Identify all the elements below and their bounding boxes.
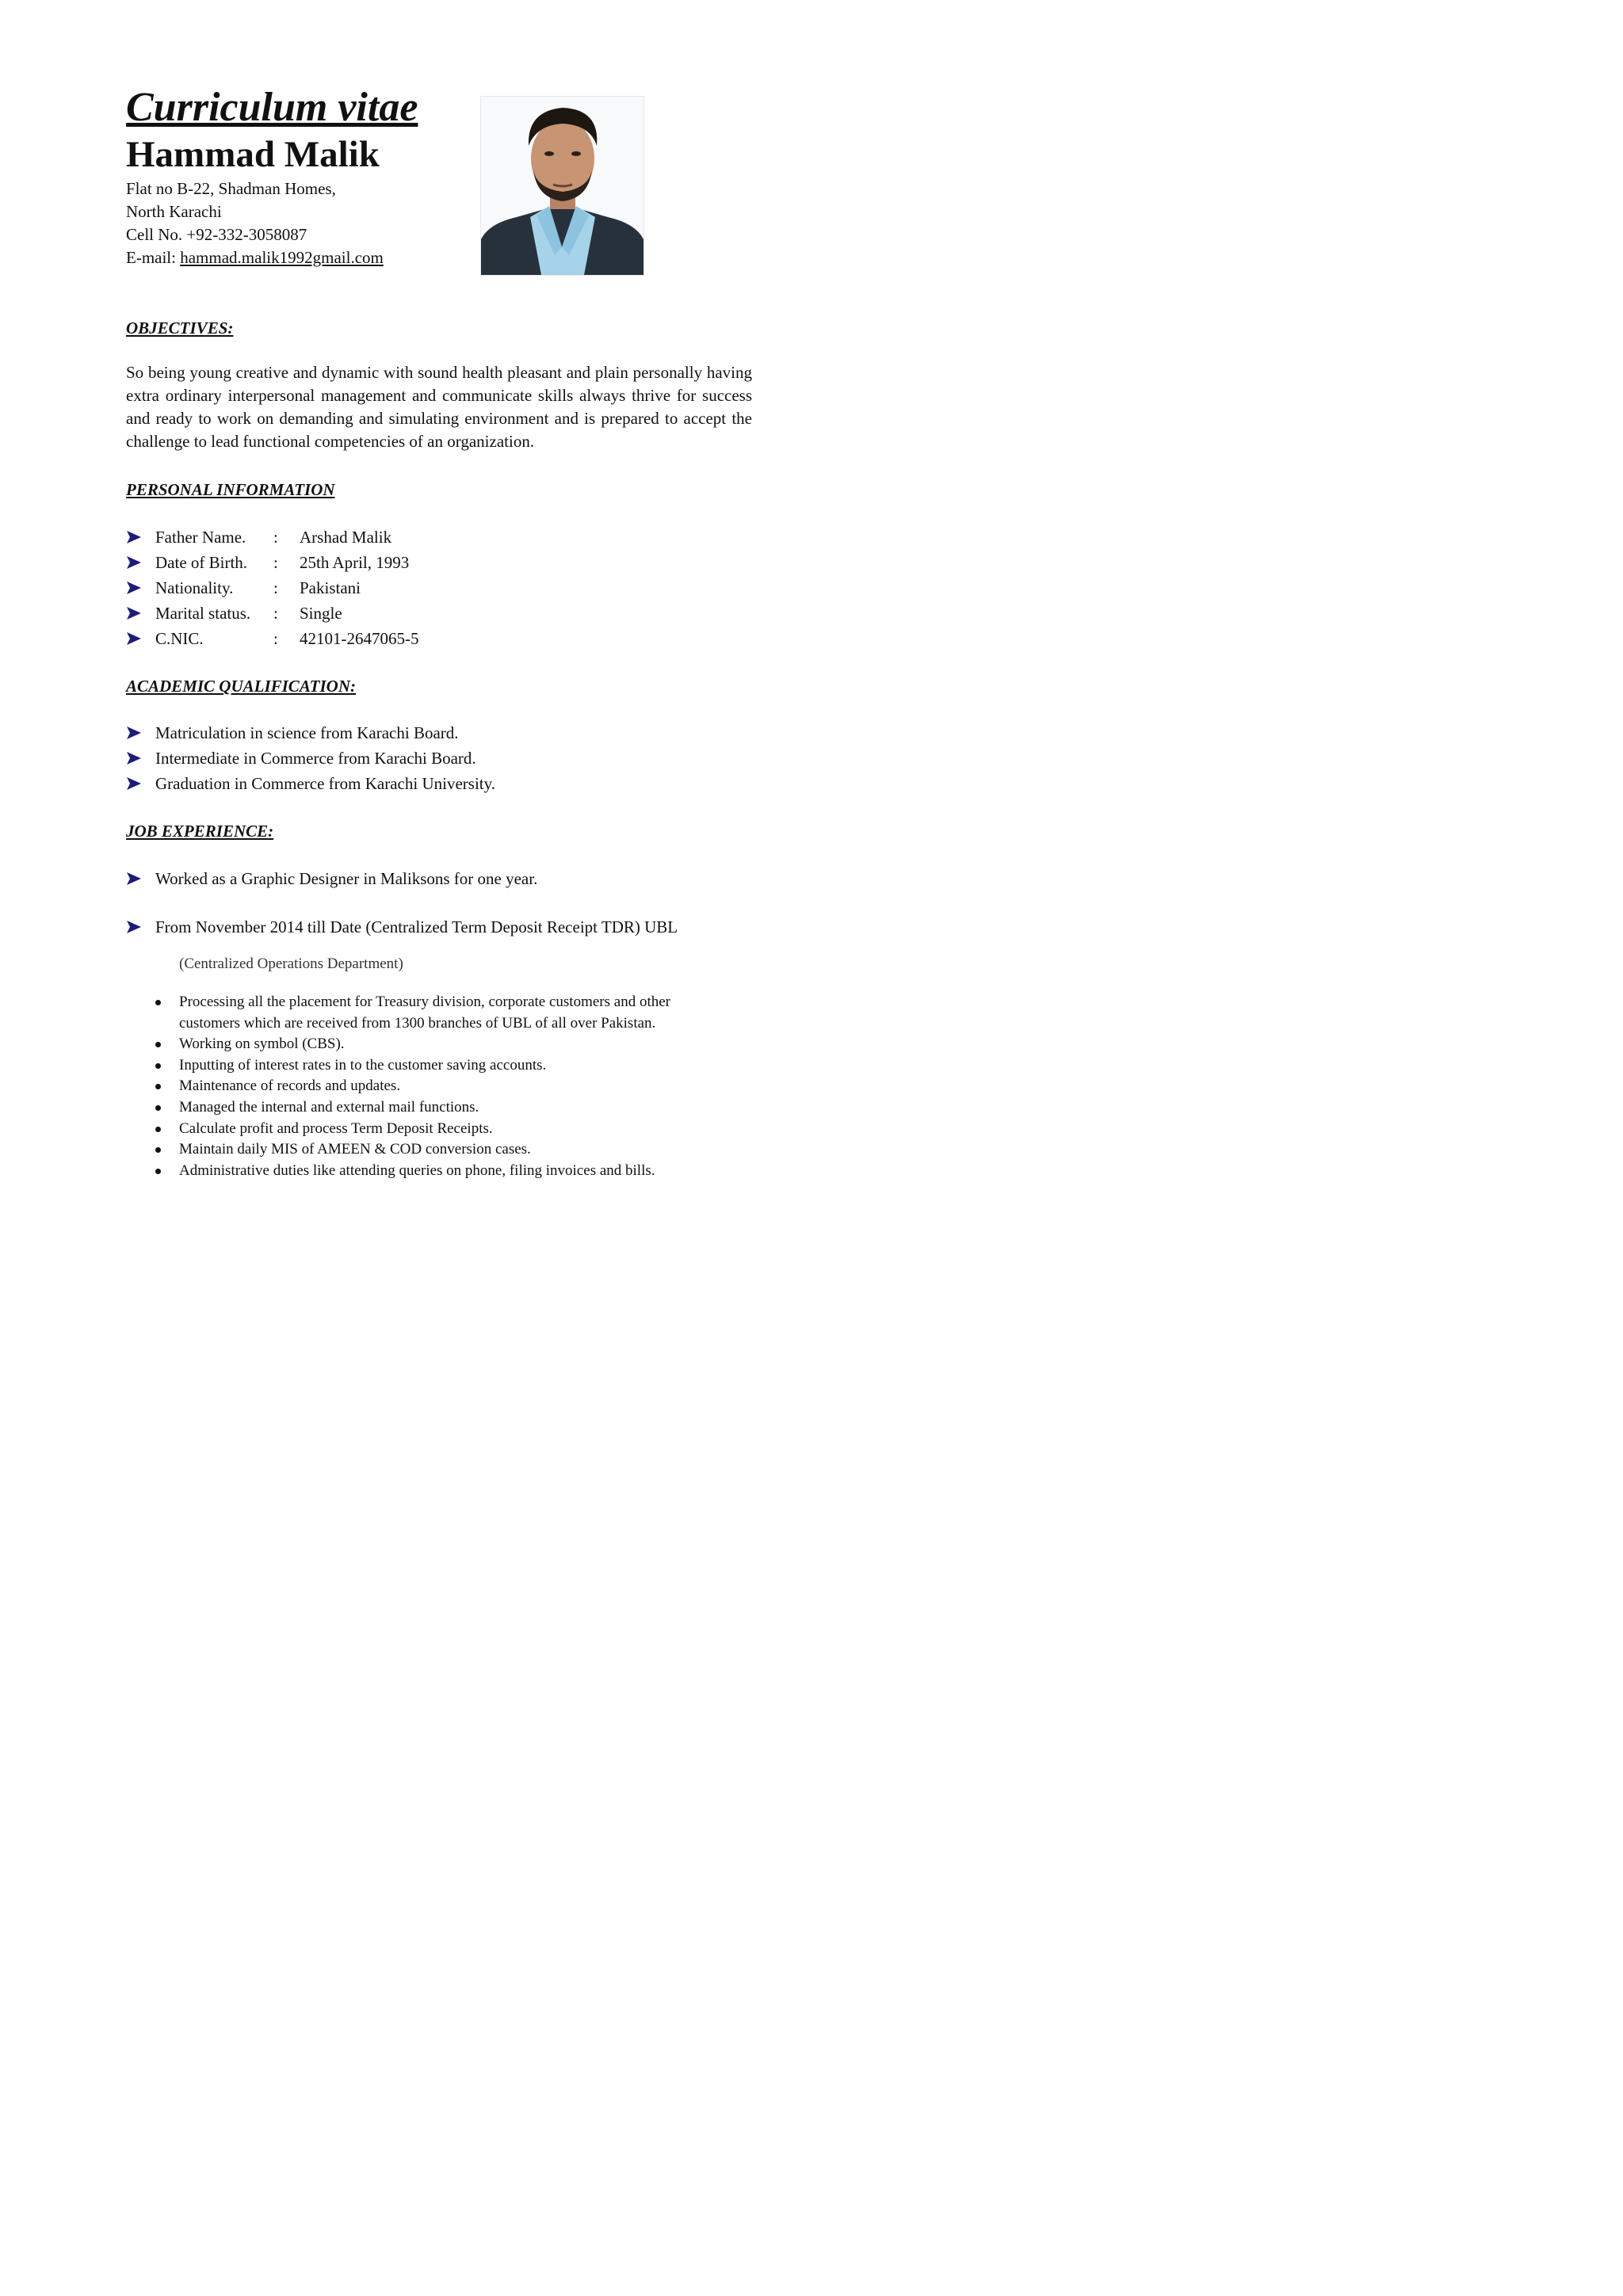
duty-item (151, 1119, 721, 1140)
duties-list (151, 992, 721, 1181)
duty-item (151, 1034, 721, 1055)
arrow-bullet-icon (126, 575, 143, 601)
arrow-bullet-icon (126, 720, 143, 746)
duty-text: Managed the internal and external mail functions. (179, 1098, 479, 1116)
address-line-1: Flat no B-22, Shadman Homes, (126, 179, 336, 198)
academic-heading: ACADEMIC QUALIFICATION: (126, 677, 356, 696)
info-value: Single (300, 604, 342, 623)
bullet-dot-icon (155, 1169, 161, 1174)
duty-item (151, 1161, 721, 1182)
bullet-dot-icon (155, 1127, 161, 1132)
email-row (126, 246, 384, 269)
info-separator: : (273, 553, 278, 572)
arrow-bullet-icon (126, 626, 143, 651)
info-label: Marital status. (155, 604, 251, 623)
academic-item-text: Graduation in Commerce from Karachi University. (155, 774, 496, 793)
cv-page (0, 0, 873, 1242)
arrow-bullet-icon (126, 746, 143, 771)
bullet-dot-icon (155, 1084, 161, 1089)
bullet-dot-icon (155, 1042, 161, 1047)
info-value: Pakistani (300, 578, 361, 597)
job-item-text: Worked as a Graphic Designer in Maliksons for one year. (155, 869, 538, 888)
info-separator: : (273, 629, 278, 648)
contact-block (126, 177, 384, 269)
job-experience-heading: JOB EXPERIENCE: (126, 822, 274, 841)
arrow-bullet-icon (126, 601, 143, 626)
email-label: E-mail: (126, 248, 181, 267)
cell-number: Cell No. +92-332-3058087 (126, 225, 307, 244)
info-label: Father Name. (155, 528, 246, 547)
objectives-text: So being young creative and dynamic with sound health pleasant and plain personally having extra ordinary interpersonal management and communicate skills always thrive for success and ready to work on demanding and simulating environment and is prepared to accept the challenge to lead functional competencies of an organization. (126, 363, 752, 451)
info-value: 25th April, 1993 (300, 553, 410, 572)
info-separator: : (273, 528, 278, 547)
info-label: Nationality. (155, 578, 234, 597)
duty-item (151, 1139, 721, 1161)
objectives-heading: OBJECTIVES: (126, 318, 234, 338)
arrow-bullet-icon (126, 524, 143, 550)
duty-text: Administrative duties like attending queries on phone, filing invoices and bills. (179, 1161, 655, 1179)
duty-item (151, 1097, 721, 1119)
info-separator: : (273, 604, 278, 623)
duty-text: Inputting of interest rates in to the customer saving accounts. (179, 1056, 547, 1074)
bullet-dot-icon (155, 1105, 161, 1111)
duty-text: Maintenance of records and updates. (179, 1077, 401, 1095)
arrow-bullet-icon (126, 550, 143, 575)
arrow-bullet-icon (126, 771, 143, 796)
job-item-text: From November 2014 till Date (Centralized Term Deposit Receipt TDR) UBL (155, 917, 678, 936)
personal-info-heading: PERSONAL INFORMATION (126, 480, 335, 499)
arrow-bullet-icon (126, 866, 143, 891)
duty-text: Working on symbol (CBS). (179, 1035, 345, 1053)
profile-photo (480, 96, 644, 276)
info-label: Date of Birth. (155, 553, 248, 572)
document-title: Curriculum vitae (126, 85, 418, 130)
bullet-dot-icon (155, 1147, 161, 1153)
department-label: (Centralized Operations Department) (179, 955, 403, 972)
email-link[interactable]: hammad.malik1992gmail.com (180, 248, 384, 267)
arrow-bullet-icon (126, 914, 143, 940)
info-value: Arshad Malik (300, 528, 392, 547)
duty-text: Maintain daily MIS of AMEEN & COD conversion cases. (179, 1141, 531, 1158)
duty-item (151, 1055, 721, 1077)
candidate-name: Hammad Malik (126, 134, 380, 175)
bullet-dot-icon (155, 1000, 161, 1005)
info-value: 42101-2647065-5 (300, 629, 419, 648)
academic-item-text: Intermediate in Commerce from Karachi Board. (155, 749, 476, 768)
duty-item (151, 992, 721, 1034)
duty-item (151, 1076, 721, 1097)
duty-text: Calculate profit and process Term Deposit Receipts. (179, 1119, 493, 1137)
bullet-dot-icon (155, 1063, 161, 1069)
info-separator: : (273, 578, 278, 597)
duty-text: Processing all the placement for Treasury division, corporate customers and other customers which are received from 1300 branches of UBL of all over Pakistan. (179, 994, 670, 1032)
info-label: C.NIC. (155, 629, 204, 648)
academic-item-text: Matriculation in science from Karachi Board. (155, 723, 459, 742)
address-line-2: North Karachi (126, 202, 222, 221)
